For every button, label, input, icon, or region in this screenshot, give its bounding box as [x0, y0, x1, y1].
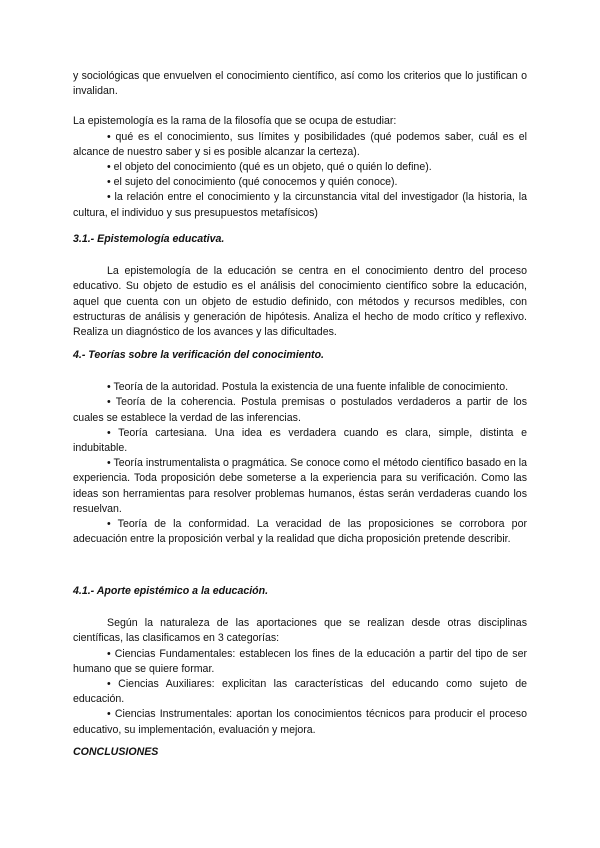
intro-bullet: • el objeto del conocimiento (qué es un objeto, qué o quién lo define).	[107, 161, 432, 174]
section-4-bullet: • Teoría instrumentalista o pragmática. Se conoce como el método científico basado en la experiencia. Toda proposición debe someterse a la experiencia para su verificación. Como las ideas son herramientas para resolver problemas humanos, éstas serán verdaderas cuando los resuelvan.	[73, 457, 527, 515]
section-4-1-heading: 4.1.- Aporte epistémico a la educación.	[73, 585, 269, 597]
intro-block	[73, 69, 527, 221]
section-4-1-bullet: • Ciencias Instrumentales: aportan los conocimientos técnicos para producir el proceso educativo, su implementación, evaluación y mejora.	[73, 708, 527, 736]
section-4-bullet: • Teoría de la coherencia. Postula premisas o postulados verdaderos a partir de los cuales se establece la verdad de las inferencias.	[73, 396, 527, 424]
intro-continuation: y sociológicas que envuelven el conocimiento científico, así como los criterios que lo justifican o invalidan.	[73, 70, 527, 98]
intro-lead: La epistemología es la rama de la filosofía que se ocupa de estudiar:	[73, 115, 397, 128]
section-4-1-bullet: • Ciencias Fundamentales: establecen los fines de la educación a partir del tipo de ser humano que se quiere formar.	[73, 647, 527, 675]
conclusions-heading: CONCLUSIONES	[73, 746, 159, 758]
section-4	[73, 348, 527, 547]
section-4-heading: 4.- Teorías sobre la verificación del conocimiento.	[73, 349, 324, 361]
section-4-bullet: • Teoría cartesiana. Una idea es verdadera cuando es clara, simple, distinta e indubitable.	[73, 426, 527, 455]
conclusions	[73, 745, 527, 760]
section-4-1-bullet: • Ciencias Auxiliares: explicitan las características del educando como sujeto de educación.	[73, 678, 527, 706]
intro-bullet: • qué es el conocimiento, sus límites y posibilidades (qué podemos saber, cuál es el alcance de nuestro saber y si es posible alcanzar la certeza).	[73, 130, 527, 158]
section-4-bullet: • Teoría de la conformidad. La veracidad de las proposiciones se corrobora por adecuación entre la proposición verbal y la realidad que dicha proposición pretende describir.	[73, 518, 527, 546]
section-3-1-paragraph: La epistemología de la educación se centra en el conocimiento dentro del proceso educativo. Su objeto de estudio es el análisis del conocimiento científico sobre la educación, aquel que cuenta con un objeto de estudio definido, con métodos y recursos medibles, con estructuras de análisis y generación de hipótesis. Analiza el hecho de modo crítico y reflexivo. Realiza un diagnóstico de los avances y las dificultades.	[73, 265, 527, 339]
section-4-bullet: • Teoría de la autoridad. Postula la existencia de una fuente infalible de conocimiento.	[107, 381, 509, 394]
section-3-1	[73, 232, 527, 340]
section-3-1-heading: 3.1.- Epistemología educativa.	[73, 233, 225, 245]
intro-bullet: • el sujeto del conocimiento (qué conocemos y quién conoce).	[107, 176, 398, 189]
section-4-1	[73, 584, 527, 738]
section-4-1-lead: Según la naturaleza de las aportaciones que se realizan desde otras disciplinas científicas, las clasificamos en 3 categorías:	[73, 617, 527, 645]
intro-bullet: • la relación entre el conocimiento y la circunstancia vital del investigador (la historia, la cultura, el individuo y sus presupuestos metafísicos)	[73, 191, 527, 219]
